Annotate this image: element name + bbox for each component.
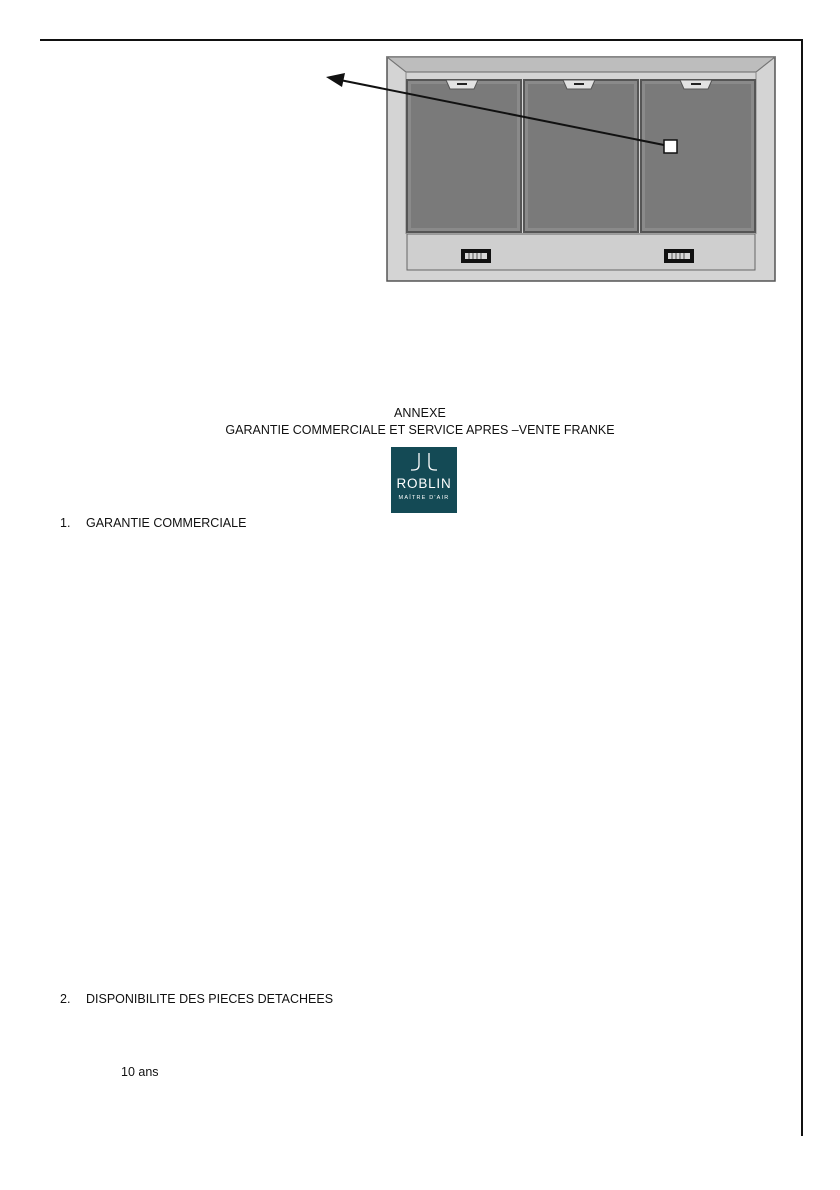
section-heading-garantie xyxy=(60,515,246,531)
spare-parts-duration: 10 ans xyxy=(121,1065,159,1079)
section-number: 2. xyxy=(60,992,71,1006)
section-title: DISPONIBILITE DES PIECES DETACHEES xyxy=(86,992,334,1006)
section-heading-pieces xyxy=(60,991,333,1007)
logo-brand: ROBLIN xyxy=(396,476,452,491)
annexe-title: ANNEXE xyxy=(393,406,446,420)
callout-marker xyxy=(664,140,677,153)
annexe-subtitle: GARANTIE COMMERCIALE ET SERVICE APRES –VENTE FRANKE xyxy=(225,423,615,437)
roblin-logo xyxy=(391,447,457,513)
logo-tagline: MAÎTRE D'AIR xyxy=(398,495,450,501)
section-number: 1. xyxy=(60,516,71,530)
roblin-logo-mark xyxy=(391,452,457,474)
section-title: GARANTIE COMMERCIALE xyxy=(86,516,247,530)
pointer-arrow xyxy=(0,0,840,300)
